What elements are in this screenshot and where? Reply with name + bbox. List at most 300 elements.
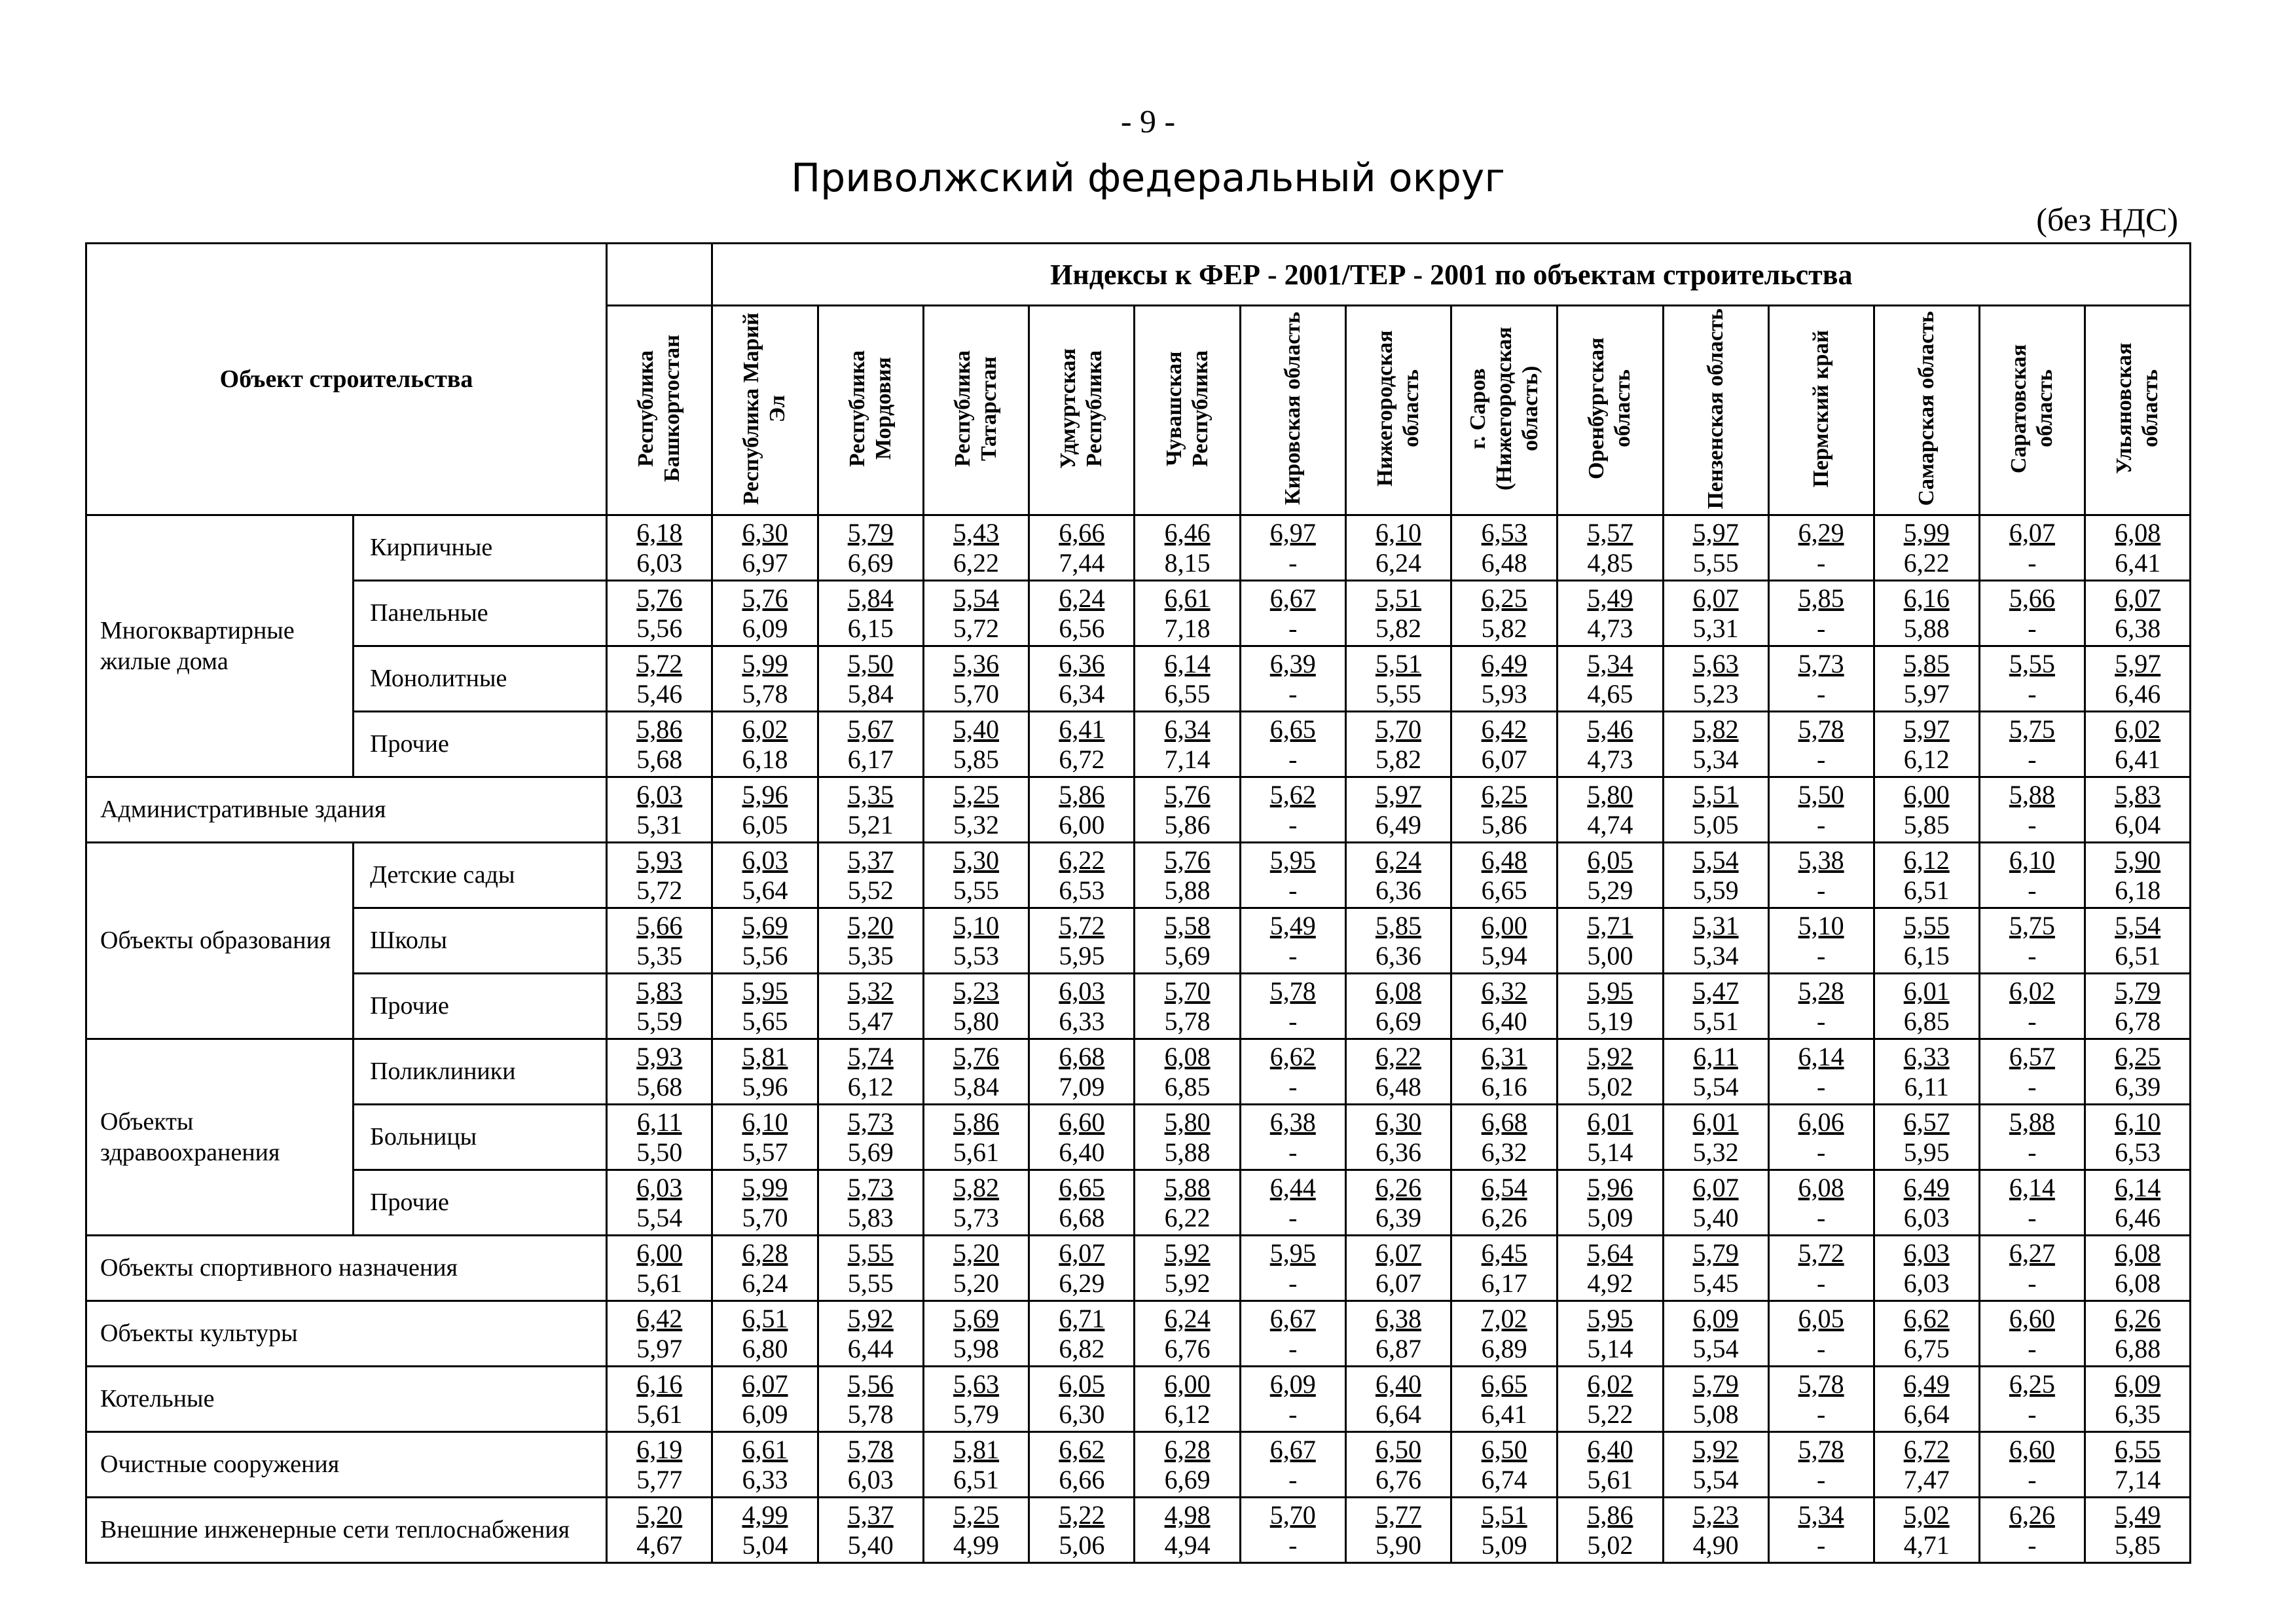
index-cell xyxy=(1874,843,1979,908)
table-row xyxy=(86,1236,2295,1301)
index-cell xyxy=(1240,646,1345,712)
index-ter: 5,14 xyxy=(1587,1137,1633,1167)
index-cell xyxy=(712,843,818,908)
index-fer: 6,26 xyxy=(1375,1172,1421,1202)
index-fer: 5,99 xyxy=(742,648,788,678)
index-cell xyxy=(1135,1236,1240,1301)
index-cell xyxy=(1029,646,1135,712)
index-cell xyxy=(1029,777,1135,843)
index-cell xyxy=(607,777,712,843)
index-ter: 5,21 xyxy=(847,809,894,840)
index-cell xyxy=(607,1236,712,1301)
index-cell xyxy=(2085,1105,2191,1170)
index-ter: - xyxy=(1816,1202,1826,1232)
index-cell xyxy=(1345,908,1451,974)
index-fer: 6,03 xyxy=(636,779,683,809)
index-fer: 5,75 xyxy=(2009,714,2055,744)
index-cell xyxy=(1979,843,2085,908)
index-cell xyxy=(1874,712,1979,777)
index-ter: 5,82 xyxy=(1375,613,1421,643)
index-ter: 6,36 xyxy=(1375,875,1421,905)
index-ter: 5,85 xyxy=(2115,1530,2161,1560)
index-cell xyxy=(1451,1367,1558,1432)
index-cell xyxy=(1558,1236,1663,1301)
index-ter: 5,47 xyxy=(847,1006,894,1036)
index-cell xyxy=(1240,1432,1345,1498)
index-ter: 5,31 xyxy=(636,809,683,840)
index-cell xyxy=(1240,1170,1345,1236)
index-cell xyxy=(1558,974,1663,1039)
index-ter: 5,85 xyxy=(1903,809,1950,840)
index-fer: 5,49 xyxy=(1587,583,1633,613)
region-name: Нижегородская область xyxy=(1372,330,1423,487)
index-ter: 4,67 xyxy=(636,1530,683,1560)
index-cell xyxy=(1768,1236,1874,1301)
index-ter: - xyxy=(2028,744,2037,774)
index-cell xyxy=(1345,1105,1451,1170)
index-ter: 7,44 xyxy=(1059,547,1105,578)
table-row xyxy=(86,1039,2295,1105)
index-fer: 5,82 xyxy=(1692,714,1739,744)
index-cell xyxy=(607,908,712,974)
index-ter: 4,73 xyxy=(1587,744,1633,774)
index-fer: 6,19 xyxy=(636,1434,683,1464)
index-cell xyxy=(923,777,1029,843)
index-fer: 6,30 xyxy=(742,517,788,547)
index-fer: 5,79 xyxy=(1692,1369,1739,1399)
index-fer: 5,55 xyxy=(847,1238,894,1268)
index-cell xyxy=(1240,712,1345,777)
index-ter: 5,88 xyxy=(1164,875,1211,905)
index-ter: - xyxy=(1288,613,1298,643)
index-ter: - xyxy=(2028,1333,2037,1363)
index-cell xyxy=(818,1105,923,1170)
index-cell xyxy=(1451,777,1558,843)
index-fer: 6,39 xyxy=(1269,648,1316,678)
index-ter: - xyxy=(1288,547,1298,578)
index-fer: 5,71 xyxy=(1587,910,1633,940)
vat-note: (без НДС) xyxy=(2036,201,2178,238)
index-fer: 6,09 xyxy=(1269,1369,1316,1399)
index-ter: 5,55 xyxy=(847,1268,894,1298)
index-ter: - xyxy=(1288,940,1298,970)
region-header xyxy=(1135,306,1240,515)
index-ter: 5,88 xyxy=(1164,1137,1211,1167)
index-cell xyxy=(607,1170,712,1236)
index-fer: 5,88 xyxy=(2009,1107,2055,1137)
index-ter: 6,05 xyxy=(742,809,788,840)
index-cell xyxy=(1240,974,1345,1039)
index-ter: 6,35 xyxy=(2115,1399,2161,1429)
index-ter: 4,92 xyxy=(1587,1268,1633,1298)
index-ter: 5,54 xyxy=(1692,1071,1739,1101)
index-ter: 5,69 xyxy=(1164,940,1211,970)
region-name: Удмуртская Республика xyxy=(1056,348,1107,470)
index-ter: 6,88 xyxy=(2115,1333,2161,1363)
index-cell xyxy=(1345,1301,1451,1367)
index-ter: - xyxy=(1816,1006,1826,1036)
index-ter: 5,54 xyxy=(1692,1333,1739,1363)
index-fer: 5,78 xyxy=(1269,976,1316,1006)
index-ter: 5,08 xyxy=(1692,1399,1739,1429)
index-cell xyxy=(1558,1367,1663,1432)
index-ter: 5,57 xyxy=(742,1137,788,1167)
index-ter: 8,15 xyxy=(1164,547,1211,578)
index-cell xyxy=(1979,1170,2085,1236)
index-fer: 5,58 xyxy=(1164,910,1211,940)
index-cell xyxy=(1663,1105,1768,1170)
index-cell xyxy=(2085,1236,2191,1301)
table-row xyxy=(86,908,2295,974)
object-group-name: Многоквартирные жилые дома xyxy=(86,515,354,777)
index-ter: - xyxy=(1816,875,1826,905)
index-fer: 6,10 xyxy=(2009,845,2055,875)
index-ter: 5,35 xyxy=(847,940,894,970)
index-ter: 5,56 xyxy=(636,613,683,643)
index-cell xyxy=(607,1367,712,1432)
object-name: Административные здания xyxy=(86,777,607,843)
index-fer: 6,25 xyxy=(1481,779,1527,809)
index-fer: 6,08 xyxy=(1375,976,1421,1006)
index-fer: 5,92 xyxy=(1692,1434,1739,1464)
index-cell xyxy=(2085,908,2191,974)
index-fer: 4,99 xyxy=(742,1500,788,1530)
index-cell xyxy=(607,1498,712,1563)
table-row xyxy=(86,974,2295,1039)
index-fer: 6,00 xyxy=(1164,1369,1211,1399)
index-fer: 6,34 xyxy=(1164,714,1211,744)
object-subtype: Детские сады xyxy=(354,843,607,908)
index-cell xyxy=(1874,581,1979,646)
index-cell xyxy=(712,908,818,974)
index-ter: 6,85 xyxy=(1164,1071,1211,1101)
index-ter: 4,94 xyxy=(1164,1530,1211,1560)
index-cell xyxy=(1979,515,2085,581)
index-cell xyxy=(1029,1367,1135,1432)
index-ter: 5,56 xyxy=(742,940,788,970)
index-fer: 6,08 xyxy=(1164,1041,1211,1071)
index-cell xyxy=(1345,974,1451,1039)
index-cell xyxy=(1979,974,2085,1039)
index-ter: 5,82 xyxy=(1375,744,1421,774)
index-cell xyxy=(1768,908,1874,974)
index-fer: 6,03 xyxy=(742,845,788,875)
index-fer: 6,14 xyxy=(2009,1172,2055,1202)
index-ter: 5,46 xyxy=(636,678,683,709)
index-ter: - xyxy=(1288,744,1298,774)
index-cell xyxy=(818,1236,923,1301)
index-ter: 5,94 xyxy=(1481,940,1527,970)
index-cell xyxy=(1768,581,1874,646)
index-cell xyxy=(1135,515,1240,581)
index-cell xyxy=(607,974,712,1039)
index-ter: 6,65 xyxy=(1481,875,1527,905)
index-ter: - xyxy=(2028,1006,2037,1036)
index-cell xyxy=(1979,1367,2085,1432)
index-fer: 6,24 xyxy=(1164,1303,1211,1333)
index-fer: 6,07 xyxy=(2009,517,2055,547)
table-row xyxy=(86,646,2295,712)
index-ter: 6,64 xyxy=(1375,1399,1421,1429)
index-cell xyxy=(1029,515,1135,581)
index-ter: 6,66 xyxy=(1059,1464,1105,1494)
region-header xyxy=(1240,306,1345,515)
index-fer: 6,18 xyxy=(636,517,683,547)
object-name: Внешние инженерные сети теплоснабжения xyxy=(86,1498,607,1563)
table-row xyxy=(86,581,2295,646)
object-group-name: Объекты здравоохранения xyxy=(86,1039,354,1236)
index-fer: 5,02 xyxy=(1903,1500,1950,1530)
index-fer: 5,92 xyxy=(1164,1238,1211,1268)
index-ter: 5,61 xyxy=(636,1268,683,1298)
index-ter: 6,11 xyxy=(1904,1071,1949,1101)
index-fer: 6,02 xyxy=(742,714,788,744)
region-header xyxy=(1558,306,1663,515)
index-cell xyxy=(1663,1301,1768,1367)
index-fer: 6,38 xyxy=(1269,1107,1316,1137)
index-fer: 5,72 xyxy=(1059,910,1105,940)
index-cell xyxy=(1663,581,1768,646)
index-ter: 5,86 xyxy=(1481,809,1527,840)
index-cell xyxy=(1345,1170,1451,1236)
index-fer: 5,93 xyxy=(636,1041,683,1071)
index-cell xyxy=(1874,974,1979,1039)
index-ter: 6,03 xyxy=(1903,1202,1950,1232)
index-fer: 5,43 xyxy=(953,517,1000,547)
index-cell xyxy=(1029,1301,1135,1367)
index-cell xyxy=(1240,515,1345,581)
index-ter: 5,78 xyxy=(847,1399,894,1429)
index-fer: 5,95 xyxy=(1587,976,1633,1006)
object-subtype: Прочие xyxy=(354,1170,607,1236)
index-ter: 5,92 xyxy=(1164,1268,1211,1298)
index-cell xyxy=(1135,777,1240,843)
index-fer: 5,36 xyxy=(953,648,1000,678)
index-ter: 5,55 xyxy=(1375,678,1421,709)
index-cell xyxy=(712,1432,818,1498)
index-ter: - xyxy=(1816,1137,1826,1167)
index-cell xyxy=(1558,777,1663,843)
index-ter: 4,65 xyxy=(1587,678,1633,709)
index-fer: 5,78 xyxy=(1798,1434,1844,1464)
index-ter: 5,52 xyxy=(847,875,894,905)
index-ter: 6,17 xyxy=(1481,1268,1527,1298)
index-fer: 5,51 xyxy=(1692,779,1739,809)
index-cell xyxy=(1029,1170,1135,1236)
index-fer: 6,03 xyxy=(636,1172,683,1202)
index-cell xyxy=(1558,581,1663,646)
index-ter: 5,84 xyxy=(847,678,894,709)
index-cell xyxy=(1979,1105,2085,1170)
index-cell xyxy=(1345,1367,1451,1432)
index-cell xyxy=(818,1432,923,1498)
index-cell xyxy=(1029,1432,1135,1498)
index-cell xyxy=(712,515,818,581)
index-ter: 5,22 xyxy=(1587,1399,1633,1429)
index-cell xyxy=(1768,974,1874,1039)
index-ter: - xyxy=(1816,744,1826,774)
index-cell xyxy=(1663,1432,1768,1498)
index-cell xyxy=(2085,1039,2191,1105)
index-cell xyxy=(923,1236,1029,1301)
index-fer: 5,55 xyxy=(2009,648,2055,678)
index-fer: 6,14 xyxy=(1798,1041,1844,1071)
index-ter: 5,97 xyxy=(636,1333,683,1363)
index-fer: 6,01 xyxy=(1587,1107,1633,1137)
index-fer: 6,28 xyxy=(1164,1434,1211,1464)
index-ter: 5,29 xyxy=(1587,875,1633,905)
index-fer: 5,82 xyxy=(953,1172,1000,1202)
index-ter: 5,53 xyxy=(953,940,1000,970)
index-cell xyxy=(1240,1105,1345,1170)
index-fer: 6,57 xyxy=(2009,1041,2055,1071)
index-cell xyxy=(1240,1498,1345,1563)
index-fer: 5,37 xyxy=(847,845,894,875)
index-fer: 5,74 xyxy=(847,1041,894,1071)
index-fer: 5,86 xyxy=(1059,779,1105,809)
index-ter: 5,31 xyxy=(1692,613,1739,643)
index-ter: 6,08 xyxy=(2115,1268,2161,1298)
index-ter: 5,19 xyxy=(1587,1006,1633,1036)
table-row xyxy=(86,515,2295,581)
index-fer: 5,95 xyxy=(1269,845,1316,875)
index-cell xyxy=(923,1367,1029,1432)
index-fer: 5,55 xyxy=(1903,910,1950,940)
object-subtype: Прочие xyxy=(354,974,607,1039)
index-ter: 6,64 xyxy=(1903,1399,1950,1429)
index-ter: 5,14 xyxy=(1587,1333,1633,1363)
index-cell xyxy=(1345,646,1451,712)
index-fer: 6,24 xyxy=(1375,845,1421,875)
index-cell xyxy=(1874,1170,1979,1236)
index-fer: 6,11 xyxy=(1693,1041,1738,1071)
index-fer: 6,65 xyxy=(1059,1172,1105,1202)
index-fer: 6,62 xyxy=(1059,1434,1105,1464)
index-cell xyxy=(1029,1498,1135,1563)
index-fer: 6,10 xyxy=(1375,517,1421,547)
index-cell xyxy=(1345,843,1451,908)
index-ter: 6,32 xyxy=(1481,1137,1527,1167)
index-cell xyxy=(1663,843,1768,908)
index-fer: 6,01 xyxy=(1692,1107,1739,1137)
index-fer: 6,44 xyxy=(1269,1172,1316,1202)
region-name: Чувашская Республика xyxy=(1161,350,1212,467)
index-fer: 6,97 xyxy=(1269,517,1316,547)
index-cell xyxy=(1240,1367,1345,1432)
index-cell xyxy=(1451,974,1558,1039)
region-header xyxy=(1663,306,1768,515)
index-fer: 5,49 xyxy=(2115,1500,2161,1530)
index-cell xyxy=(1240,1039,1345,1105)
index-cell xyxy=(2085,1301,2191,1367)
index-fer: 5,88 xyxy=(2009,779,2055,809)
index-fer: 5,85 xyxy=(1798,583,1844,613)
index-fer: 6,65 xyxy=(1481,1369,1527,1399)
index-ter: 5,73 xyxy=(953,1202,1000,1232)
index-cell xyxy=(607,843,712,908)
index-ter: - xyxy=(1816,940,1826,970)
index-fer: 6,60 xyxy=(2009,1303,2055,1333)
index-ter: 5,82 xyxy=(1481,613,1527,643)
index-cell xyxy=(1874,777,1979,843)
index-ter: 6,12 xyxy=(1164,1399,1211,1429)
index-fer: 6,49 xyxy=(1903,1369,1950,1399)
index-fer: 5,37 xyxy=(847,1500,894,1530)
index-cell xyxy=(1135,646,1240,712)
index-cell xyxy=(1558,1170,1663,1236)
index-fer: 6,09 xyxy=(2115,1369,2161,1399)
index-ter: 5,96 xyxy=(742,1071,788,1101)
index-ter: 6,53 xyxy=(2115,1137,2161,1167)
index-cell xyxy=(923,908,1029,974)
index-cell xyxy=(818,1301,923,1367)
index-cell xyxy=(2085,1432,2191,1498)
index-ter: 6,51 xyxy=(1903,875,1950,905)
index-ter: 6,12 xyxy=(847,1071,894,1101)
index-fer: 6,08 xyxy=(2115,517,2161,547)
index-fer: 5,40 xyxy=(953,714,1000,744)
index-fer: 5,54 xyxy=(1692,845,1739,875)
index-ter: 6,09 xyxy=(742,1399,788,1429)
index-ter: 6,46 xyxy=(2115,1202,2161,1232)
index-ter: - xyxy=(1288,1333,1298,1363)
index-ter: 5,88 xyxy=(1903,613,1950,643)
region-header xyxy=(712,306,818,515)
index-ter: 5,79 xyxy=(953,1399,1000,1429)
index-ter: 6,34 xyxy=(1059,678,1105,709)
index-cell xyxy=(2085,712,2191,777)
index-fer: 6,00 xyxy=(1903,779,1950,809)
index-ter: 5,98 xyxy=(953,1333,1000,1363)
index-cell xyxy=(1240,777,1345,843)
index-ter: 5,80 xyxy=(953,1006,1000,1036)
index-ter: 5,09 xyxy=(1587,1202,1633,1232)
index-fer: 5,28 xyxy=(1798,976,1844,1006)
index-cell xyxy=(712,1170,818,1236)
index-fer: 6,33 xyxy=(1903,1041,1950,1071)
index-ter: 7,14 xyxy=(1164,744,1211,774)
index-ter: - xyxy=(2028,940,2037,970)
table-row xyxy=(86,1367,2295,1432)
index-cell xyxy=(1663,646,1768,712)
index-fer: 5,31 xyxy=(1692,910,1739,940)
index-cell xyxy=(818,712,923,777)
index-cell xyxy=(1768,1170,1874,1236)
index-fer: 5,85 xyxy=(1903,648,1950,678)
index-ter: 5,77 xyxy=(636,1464,683,1494)
index-ter: - xyxy=(1816,547,1826,578)
index-fer: 5,25 xyxy=(953,1500,1000,1530)
index-cell xyxy=(1768,515,1874,581)
index-cell xyxy=(923,1105,1029,1170)
index-ter: 5,34 xyxy=(1692,940,1739,970)
index-cell xyxy=(1345,712,1451,777)
index-fer: 5,90 xyxy=(2115,845,2161,875)
region-name: Саратовская область xyxy=(2006,344,2057,473)
index-ter: 6,46 xyxy=(2115,678,2161,709)
index-ter: 6,17 xyxy=(847,744,894,774)
index-cell xyxy=(818,777,923,843)
index-cell xyxy=(1874,1105,1979,1170)
index-fer: 5,63 xyxy=(1692,648,1739,678)
index-cell xyxy=(2085,581,2191,646)
index-cell xyxy=(818,1039,923,1105)
index-ter: - xyxy=(1288,1530,1298,1560)
index-fer: 5,97 xyxy=(1692,517,1739,547)
index-fer: 5,95 xyxy=(1587,1303,1633,1333)
index-cell xyxy=(923,1301,1029,1367)
index-cell xyxy=(923,1498,1029,1563)
